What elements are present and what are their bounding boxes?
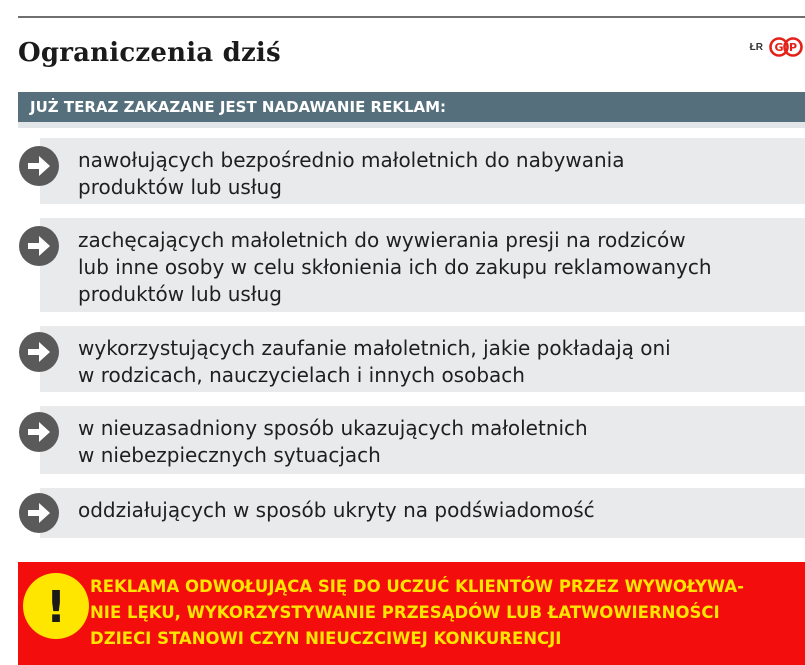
top-rule	[18, 16, 805, 18]
list-item	[40, 138, 805, 204]
section-header-shadow	[18, 122, 805, 128]
list-item	[40, 218, 805, 312]
exclamation-symbol: !	[45, 582, 67, 633]
warning-text: REKLAMA ODWOŁUJĄCA SIĘ DO UCZUĆ KLIENTÓW PRZEZ WYWOŁYWA- NIE LĘKU, WYKORZYSTYWANIE PRZESĄDÓW LUB ŁATWOWIERNOŚCI DZIECI STANOWI CZYN NIEUCZCIWEJ KONKURENCJI	[90, 577, 745, 648]
list-item-text: w nieuzasadniony sposób ukazujących małoletnich w niebezpiecznych sytuacjach	[78, 416, 588, 467]
arrow-right-circle-icon	[17, 144, 61, 188]
logo-letter-p: P	[788, 41, 798, 54]
arrow-right-circle-icon	[17, 410, 61, 454]
credit	[750, 37, 803, 57]
section-header: JUŻ TERAZ ZAKAZANE JEST NADAWANIE REKLAM:	[18, 92, 805, 122]
arrow-right-circle-icon	[17, 491, 61, 535]
list-item-text: nawołujących bezpośrednio małoletnich do nabywania produktów lub usług	[78, 148, 625, 199]
arrow-right-circle-icon	[17, 224, 61, 268]
arrow-right-circle-icon	[17, 330, 61, 374]
page-title: Ograniczenia dziś	[18, 38, 281, 68]
list-item-text: oddziałujących w sposób ukryty na podświadomość	[78, 498, 595, 522]
list-item	[40, 488, 805, 538]
list-item-text: zachęcających małoletnich do wywierania presji na rodziców lub inne osoby w celu skłonienia ich do zakupu reklamowanych produktów lub usług	[78, 228, 712, 306]
warning-box	[18, 562, 805, 665]
gp-logo-icon	[769, 37, 803, 57]
list-item-text: wykorzystujących zaufanie małoletnich, jakie pokładają oni w rodzicach, nauczycielach i innych osobach	[78, 336, 671, 387]
list-item	[40, 326, 805, 392]
exclamation-icon	[20, 570, 92, 642]
list-item	[40, 406, 805, 474]
author-initials: ŁR	[749, 41, 763, 53]
logo-letter-g: G	[774, 41, 784, 54]
